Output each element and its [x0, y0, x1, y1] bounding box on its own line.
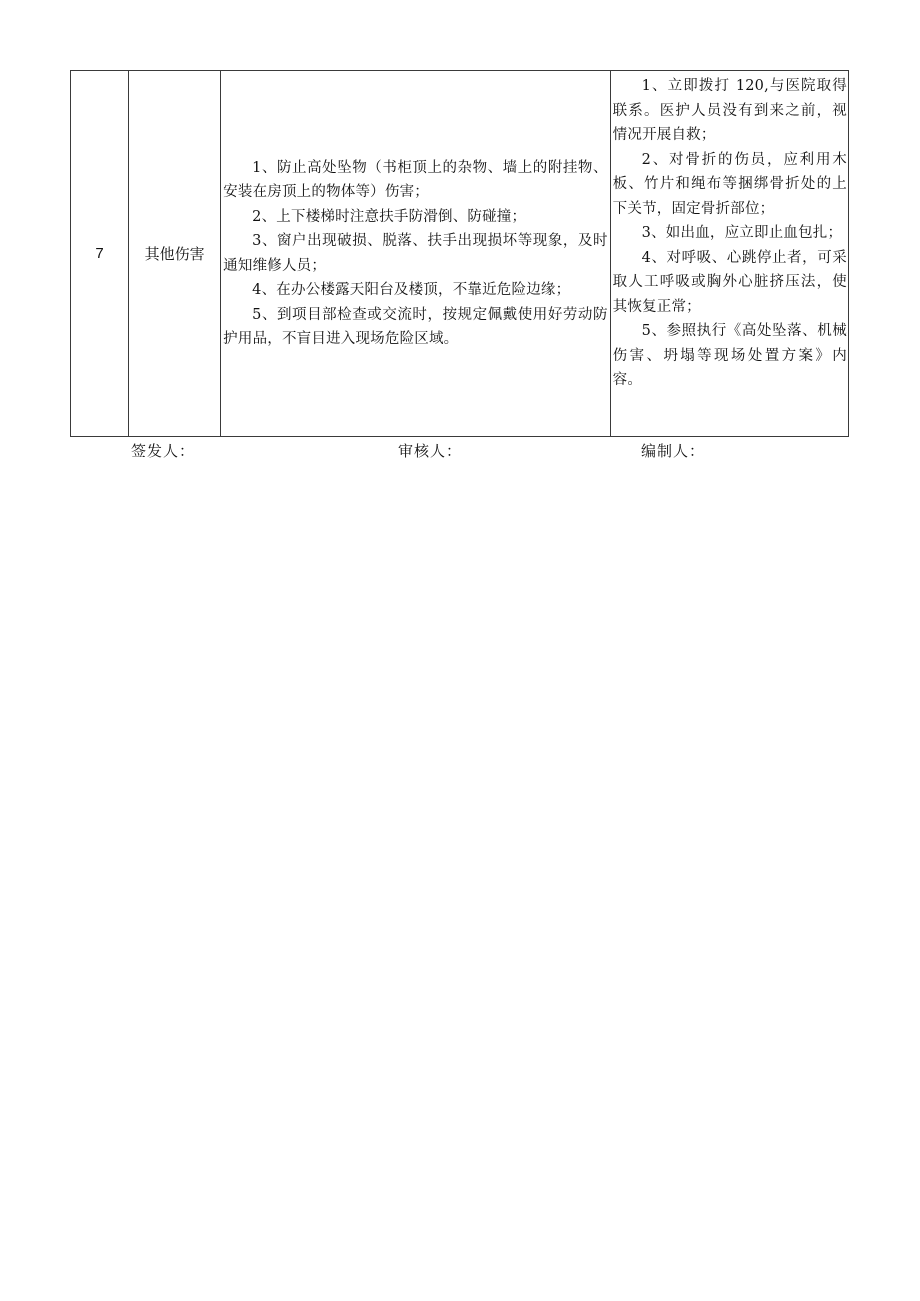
- prevention-item: 1、防止高处坠物（书柜顶上的杂物、墙上的附挂物、安装在房顶上的物体等）伤害；: [223, 159, 608, 200]
- hazard-type: 其他伤害: [129, 71, 221, 437]
- handling-item: 3、如出血，应立即止血包扎；: [641, 225, 843, 241]
- table-row: [71, 71, 849, 437]
- issuer-label: 签发人：: [131, 442, 196, 460]
- hazard-table: [70, 70, 849, 437]
- reviewer-label: 审核人：: [398, 442, 463, 460]
- signature-row: [0, 440, 920, 464]
- prevention-item: 5、到项目部检查或交流时，按规定佩戴使用好劳动防护用品，不盲目进入现场危险区域。: [223, 306, 608, 347]
- prevention-item: 2、上下楼梯时注意扶手防滑倒、防碰撞；: [252, 208, 527, 225]
- emergency-handling: [610, 71, 848, 437]
- prevention-measures: [221, 71, 611, 437]
- handling-item: 5、参照执行《高处坠落、机械伤害、坍塌等现场处置方案》内容。: [612, 323, 847, 388]
- handling-item: 4、对呼吸、心跳停止者，可采取人工呼吸或胸外心脏挤压法，使其恢复正常；: [612, 249, 847, 315]
- handling-item: 1、立即拨打 120,与医院取得联系。医护人员没有到来之前，视情况开展自救；: [612, 78, 847, 143]
- prevention-item: 4、在办公楼露天阳台及楼顶，不靠近危险边缘；: [252, 282, 571, 298]
- handling-item: 2、对骨折的伤员，应利用木板、竹片和绳布等捆绑骨折处的上下关节，固定骨折部位；: [612, 151, 847, 217]
- preparer-label: 编制人：: [641, 442, 706, 460]
- prevention-item: 3、窗户出现破损、脱落、扶手出现损坏等现象，及时通知维修人员；: [223, 233, 608, 274]
- row-number: 7: [71, 71, 129, 437]
